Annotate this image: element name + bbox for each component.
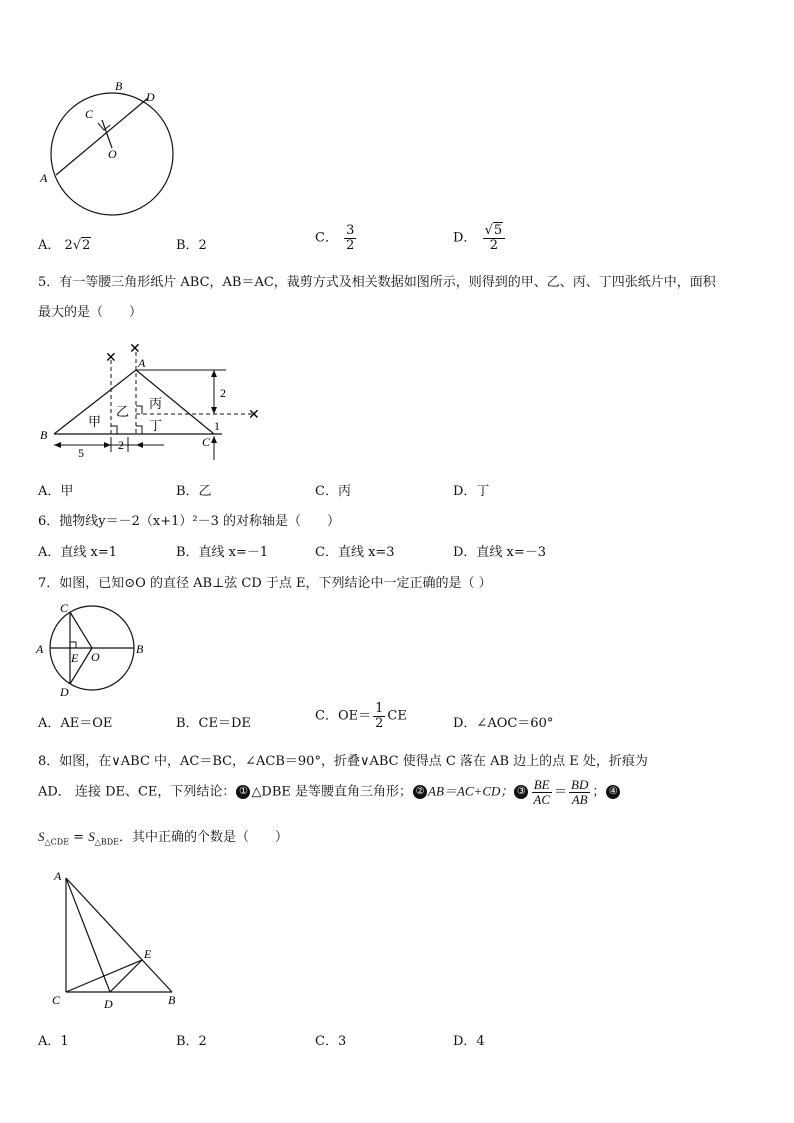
q8-circle-num-1: ①: [236, 785, 250, 799]
q5-option-d[interactable]: D．丁: [453, 484, 490, 499]
q8-circle-num-4: ④: [606, 785, 620, 799]
arrow-up-icon: [211, 436, 217, 443]
q4-option-a[interactable]: [38, 234, 91, 253]
q7-text: 7．如图，已知⊙O 的直径 AB⊥弦 CD 于点 E，下列结论中一定正确的是（ ）: [38, 576, 492, 591]
q8-option-c[interactable]: C．3: [315, 1034, 347, 1049]
q5-label-A: A: [138, 356, 146, 370]
q5-label-jia: 甲: [88, 414, 102, 429]
q5-right-angle-mark: [136, 406, 142, 414]
q8-fraction-bd-ab: [569, 778, 590, 806]
q8-area-sub1: △CDE: [44, 837, 70, 847]
arrow-right-icon: [104, 442, 111, 448]
q4-option-c-label: C．: [315, 230, 338, 246]
q5-label-len2-bottom: 2: [118, 438, 124, 452]
q5-side-ac: [136, 370, 214, 434]
q4-circle-figure: [30, 78, 190, 220]
q6-option-a[interactable]: A．直线 x=1: [38, 545, 118, 560]
sqrt-icon: √: [72, 238, 82, 253]
scissor-icon: ✕: [129, 342, 141, 357]
q5-label-ding: 丁: [149, 418, 163, 433]
q8-segment-ce: [66, 960, 142, 992]
q8-equals: ＝: [554, 784, 568, 800]
q8-label-A: A: [54, 869, 62, 883]
q8-label-E: E: [144, 947, 152, 961]
q4-option-a-label: A．: [38, 238, 61, 253]
q6-option-c[interactable]: C．直线 x=3: [315, 545, 395, 560]
q7-option-c-label: C．OE＝: [315, 708, 372, 724]
q8-text-line2: [38, 778, 621, 806]
q5-option-a[interactable]: A．甲: [38, 484, 74, 499]
q8-circle-num-2: ②: [413, 785, 427, 799]
q8-circle-num-3: ③: [514, 785, 528, 799]
q5-label-len1: 1: [214, 419, 220, 433]
q4-option-d[interactable]: [453, 224, 507, 252]
q5-text-line1: 5．有一等腰三角形纸片 ABC，AB＝AC，裁剪方式及相关数据如图所示，则得到的甲、乙、丙、丁四张纸片中，面积: [38, 275, 716, 290]
q8-fraction1-denominator: AC: [533, 791, 550, 807]
q5-label-C: C: [202, 435, 211, 449]
q4-option-c-denominator: 2: [346, 237, 355, 253]
q7-option-c-numerator: 1: [375, 701, 384, 716]
q8-label-D: D: [104, 997, 113, 1011]
q8-area-eq: =: [69, 830, 89, 845]
q4-label-A: A: [40, 171, 48, 185]
q8-side-ab: [66, 878, 172, 992]
q4-option-d-fraction: [483, 224, 506, 252]
q8-fraction-be-ac: [531, 778, 552, 806]
q4-option-a-coef: 2: [64, 238, 73, 253]
q7-label-B: B: [136, 642, 144, 656]
q7-option-c-denominator: 2: [375, 715, 384, 731]
q7-label-E: E: [71, 651, 79, 665]
q7-option-c-tail: CE: [387, 708, 407, 724]
q7-circle-figure: [34, 600, 152, 700]
q8-line2-c: AB＝AC+CD；: [428, 783, 514, 799]
q8-fraction2-denominator: AB: [571, 791, 588, 807]
q8-area-sub2: △BDE: [94, 837, 119, 847]
q8-label-B: B: [168, 993, 176, 1007]
q4-option-d-numerator: [483, 224, 506, 239]
q8-option-d[interactable]: D．4: [453, 1034, 485, 1049]
q5-label-B: B: [40, 428, 48, 442]
q7-option-c-fraction: [373, 702, 385, 730]
q4-option-d-denominator: 2: [489, 237, 498, 253]
arrow-down-icon: [211, 407, 217, 414]
q8-text-line3: [38, 826, 288, 847]
q8-semicolon: ；: [592, 784, 606, 800]
q5-label-len2-vertical: 2: [220, 386, 226, 400]
q5-option-c[interactable]: C．丙: [315, 484, 351, 499]
arrow-left-icon: [54, 442, 61, 448]
q4-option-d-radicand: 5: [493, 223, 503, 238]
q8-text-line1: 8．如图，在∨ABC 中，AC＝BC，∠ACB＝90°，折叠∨ABC 使得点 C 落在 AB 边上的点 E 处，折痕为: [38, 754, 648, 769]
sqrt-icon: √: [484, 223, 493, 238]
q4-option-c-numerator: 3: [346, 223, 355, 238]
q8-line3-tail: ．其中正确的个数是（ ）: [119, 830, 289, 845]
q4-label-C: C: [85, 107, 94, 121]
q5-label-yi: 乙: [116, 404, 130, 419]
q8-triangle-figure: [46, 866, 190, 1012]
q4-option-c-fraction: [344, 224, 356, 252]
q4-option-c[interactable]: [315, 224, 358, 252]
q5-text-line2: 最大的是（ ）: [38, 305, 143, 320]
q7-option-b[interactable]: B．CE＝DE: [176, 716, 251, 731]
q8-line2-b: △DBE 是等腰直角三角形；: [251, 784, 413, 800]
q8-area-s1: S: [38, 829, 45, 844]
q8-segment-ad: [66, 878, 110, 992]
q4-option-b[interactable]: B．2: [176, 238, 207, 253]
q5-right-angle-mark: [136, 426, 142, 434]
arrow-up-icon: [211, 370, 217, 377]
q5-right-angle-mark: [111, 426, 117, 434]
q7-label-A: A: [36, 642, 44, 656]
q6-option-b[interactable]: B．直线 x=－1: [176, 545, 269, 560]
q4-label-O: O: [108, 147, 117, 161]
q7-option-c[interactable]: [315, 702, 407, 730]
q8-option-a[interactable]: A．1: [38, 1034, 69, 1049]
q8-area-s2: S: [88, 829, 95, 844]
arrow-left-icon: [136, 442, 143, 448]
q6-option-d[interactable]: D．直线 x=－3: [453, 545, 547, 560]
q7-label-D: D: [60, 685, 69, 699]
q8-fraction2-numerator: BD: [571, 777, 589, 792]
q7-right-angle-mark: [70, 642, 76, 648]
q8-label-C: C: [52, 993, 61, 1007]
q5-option-b[interactable]: B．乙: [176, 484, 212, 499]
q5-label-len5: 5: [78, 446, 84, 460]
q8-line2-a: AD． 连接 DE、CE，下列结论：: [38, 784, 236, 800]
q5-label-bing: 丙: [149, 396, 163, 411]
q4-option-a-radicand: 2: [82, 238, 91, 253]
q4-segment-oc: [102, 120, 112, 148]
q5-triangle-figure: [36, 340, 270, 462]
scissor-icon: ✕: [105, 351, 117, 366]
q7-label-O: O: [91, 650, 100, 664]
q8-option-b[interactable]: B．2: [176, 1034, 207, 1049]
q8-fraction1-numerator: BE: [533, 777, 550, 792]
q7-option-a[interactable]: A．AE＝OE: [38, 716, 113, 731]
q4-option-d-label: D．: [453, 230, 477, 246]
q4-label-D: D: [146, 90, 155, 104]
q7-segment-co: [70, 612, 92, 648]
q7-option-d[interactable]: D．∠AOC＝60°: [453, 716, 554, 731]
q4-label-B: B: [115, 79, 123, 93]
scissor-icon: ✕: [248, 408, 260, 423]
q8-segment-de: [110, 960, 142, 992]
q7-label-C: C: [60, 601, 69, 615]
q6-text: 6．抛物线y＝－2（x+1）²－3 的对称轴是（ ）: [38, 514, 340, 529]
